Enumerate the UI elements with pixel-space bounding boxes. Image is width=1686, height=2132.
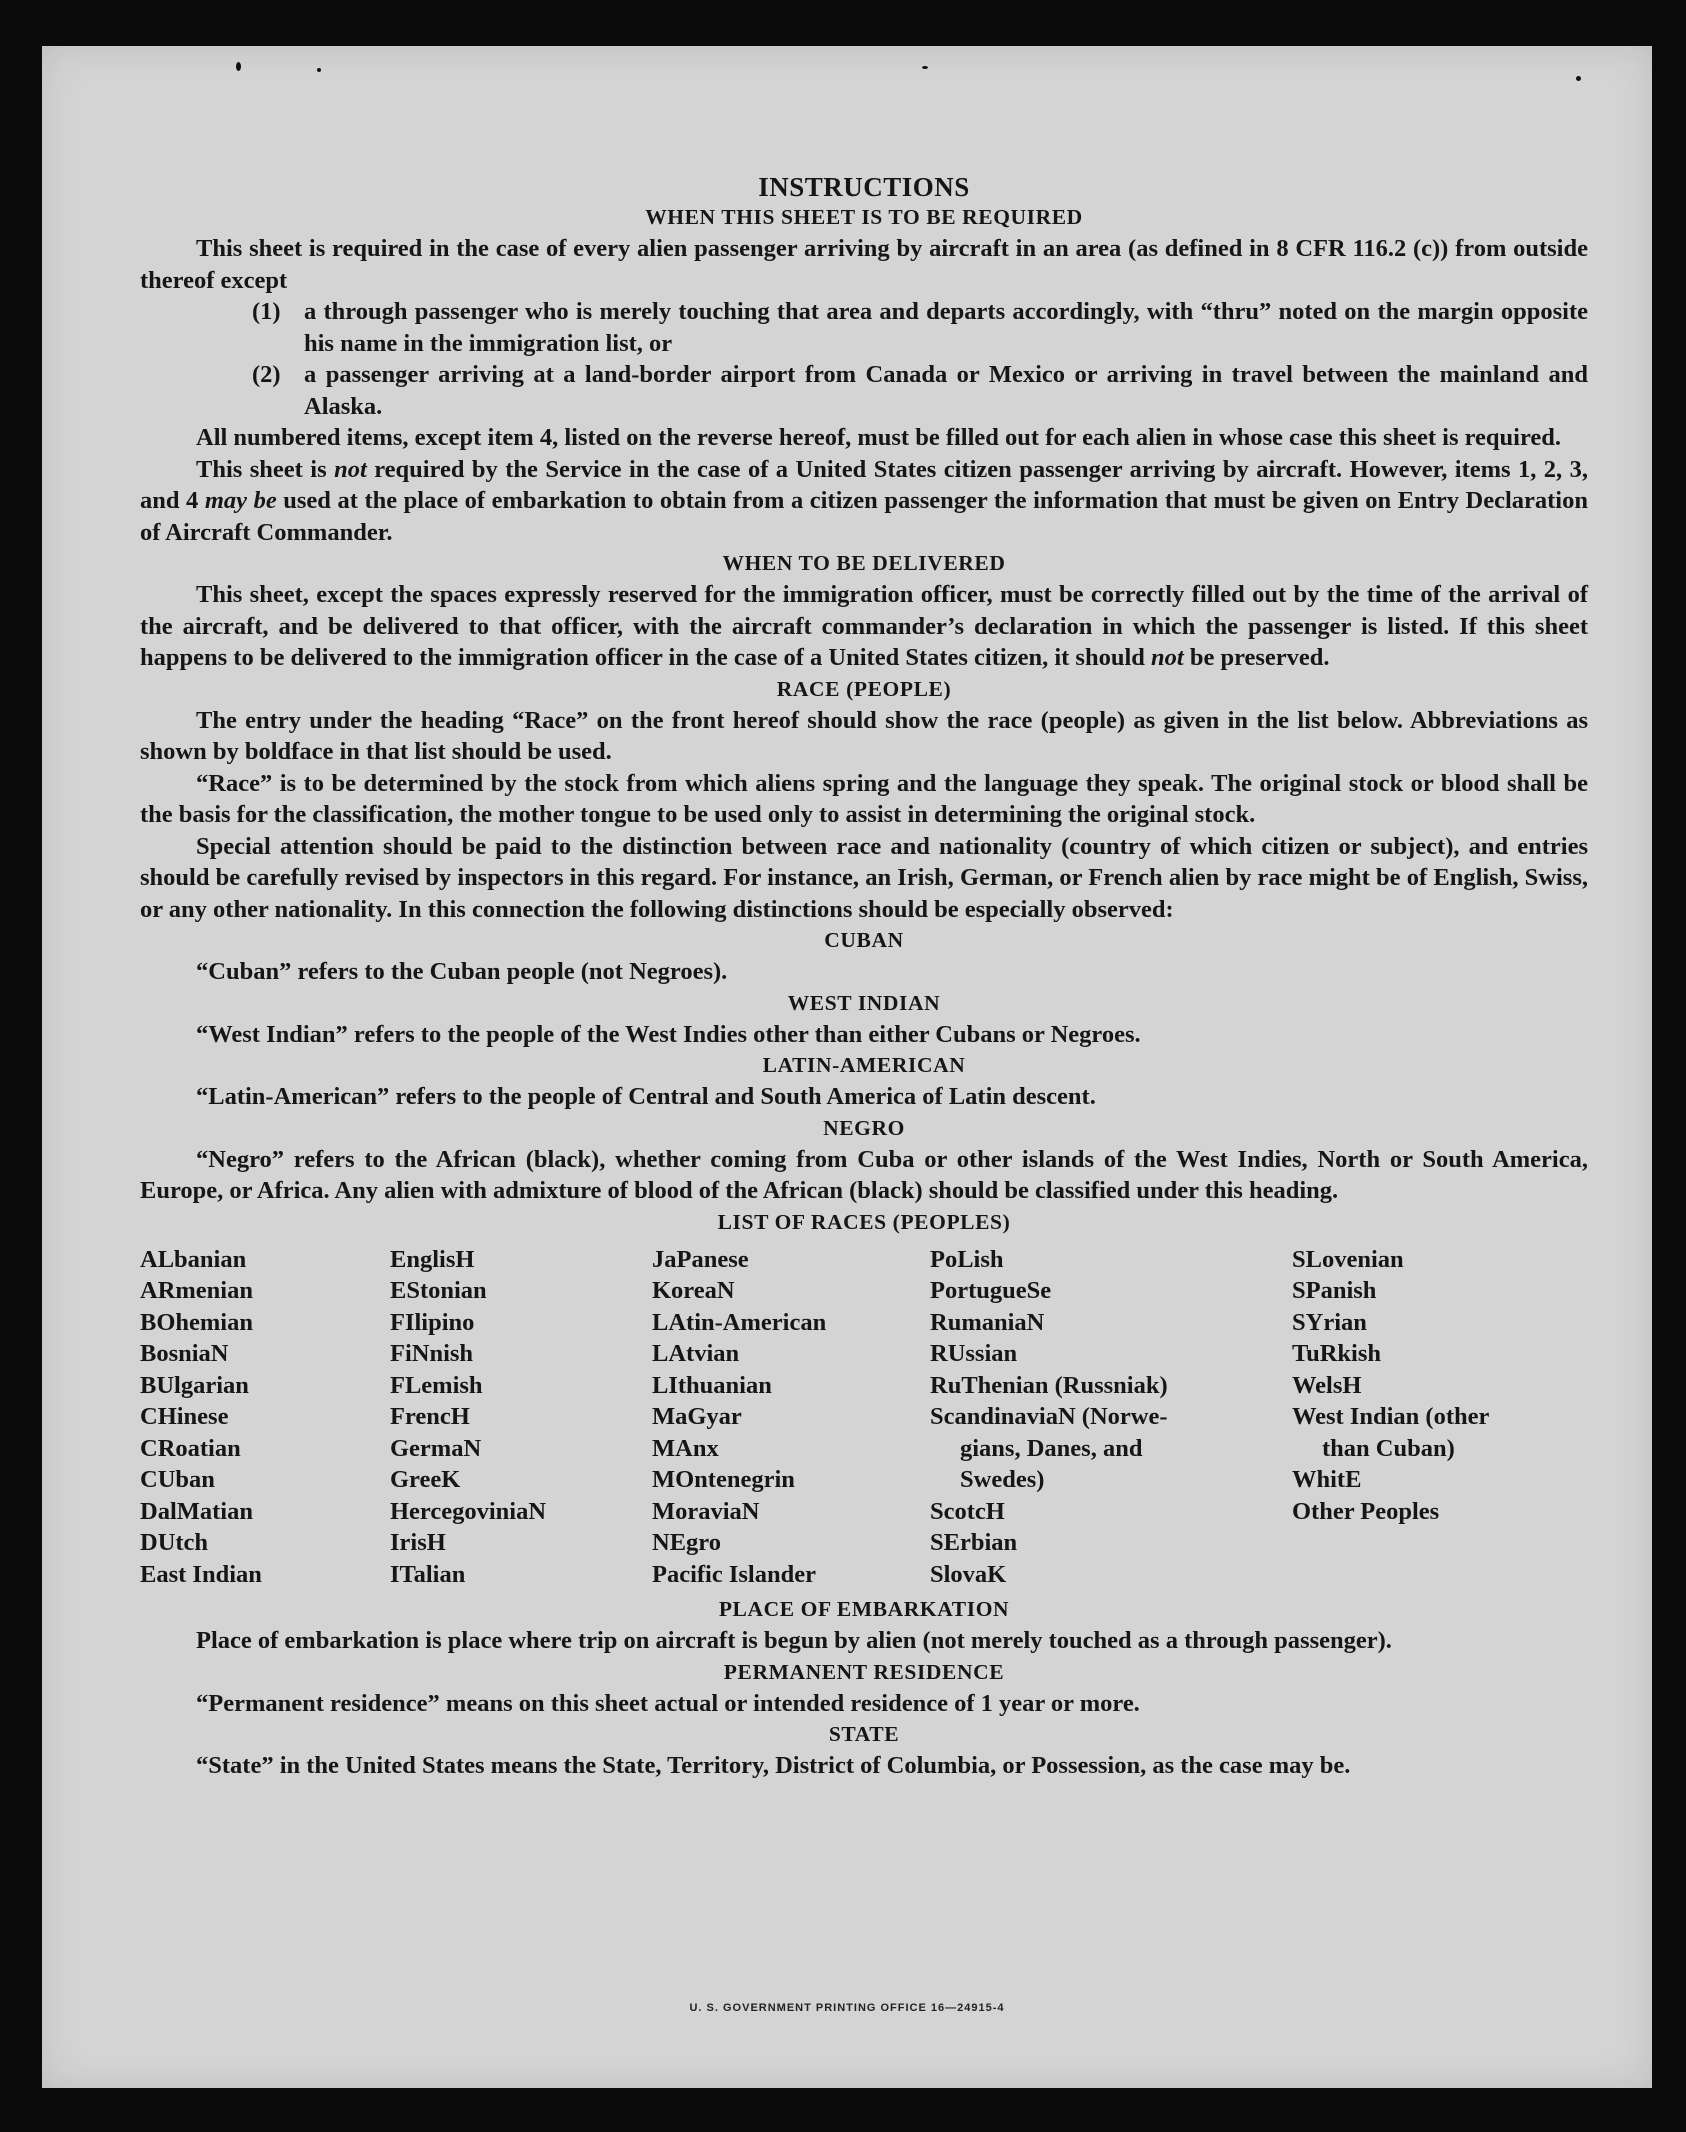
race-entry: GreeK: [390, 1466, 461, 1493]
race-entry: DUtch: [140, 1529, 209, 1556]
races-column: [930, 1244, 1292, 1591]
race-entry: TuRkish: [1292, 1340, 1382, 1367]
ink-speck: [922, 66, 928, 69]
race-entry: East Indian: [140, 1560, 262, 1588]
race-entry: ScotcH: [930, 1497, 1005, 1525]
printing-office-footer: U. S. GOVERNMENT PRINTING OFFICE 16—24915-4: [689, 2002, 1005, 2014]
heading-cuban: CUBAN: [824, 928, 904, 952]
race-entry: SYrian: [1292, 1308, 1367, 1336]
race-entry: SErbian: [930, 1529, 1018, 1556]
list-item-text: a through passenger who is merely touching that area and departs accordingly, with “thru” noted on the margin opposite his name in the immigration list, or: [304, 298, 1588, 357]
paragraph: [140, 579, 1588, 674]
race-entry: BUlgarian: [140, 1371, 249, 1399]
race-entry: MaGyar: [652, 1403, 742, 1430]
race-entry: CUban: [140, 1466, 215, 1493]
paragraph: All numbered items, except item 4, listed on the reverse hereof, must be filled out for each alien in whose case this sheet is required.: [196, 424, 1562, 451]
heading-when-required: WHEN THIS SHEET IS TO BE REQUIRED: [645, 205, 1083, 229]
paragraph: The entry under the heading “Race” on the front hereof should show the race (people) as given in the list below. Abbreviations as shown by boldface in that list should be used.: [140, 706, 1588, 765]
emphasis: may be: [204, 487, 277, 514]
race-entry: CHinese: [140, 1403, 229, 1430]
list-item-number: (2): [252, 361, 281, 388]
race-entry: RumaniaN: [930, 1308, 1045, 1336]
text-span: required by the Service in the case of a United States citizen passenger arriving by aircraft. However, items 1, 2, 3, and 4: [140, 455, 1589, 514]
race-entry: MOntenegrin: [652, 1466, 795, 1493]
instructions-body: [140, 124, 1588, 1782]
race-entry: HercegoviniaN: [390, 1497, 547, 1525]
heading-list-of-races: LIST OF RACES (PEOPLES): [717, 1209, 1011, 1234]
race-entry: LIthuanian: [652, 1371, 772, 1399]
paragraph: “West Indian” refers to the people of the West Indies other than either Cubans or Negroes.: [196, 1020, 1141, 1048]
races-list: [140, 1244, 1588, 1591]
text-span: used at the place of embarkation to obtain from a citizen passenger the information that must be given on Entry Declaration of Aircraft Commander.: [140, 487, 1588, 546]
races-column: [652, 1244, 930, 1591]
race-entry: ARmenian: [140, 1277, 253, 1304]
heading-place-of-embarkation: PLACE OF EMBARKATION: [718, 1597, 1010, 1621]
race-entry: NEgro: [652, 1529, 721, 1556]
heading-when-delivered: WHEN TO BE DELIVERED: [722, 551, 1006, 575]
race-entry: ScandinaviaN (Norwe-: [930, 1403, 1168, 1430]
ink-speck: [236, 62, 241, 71]
page-title: INSTRUCTIONS: [758, 172, 970, 202]
emphasis: not: [334, 455, 367, 483]
race-entry: SPanish: [1292, 1277, 1377, 1304]
race-entry-continued: gians, Danes, and: [960, 1434, 1143, 1462]
paragraph: “Race” is to be determined by the stock from which aliens spring and the language they speak. The original stock or blood shall be the basis for the classification, the mother tongue to be used only to assist in determining the original stock.: [140, 769, 1588, 828]
race-entry: Pacific Islander: [652, 1560, 816, 1588]
race-entry: ALbanian: [140, 1245, 247, 1273]
heading-state: STATE: [828, 1722, 900, 1746]
text-span: This sheet is: [196, 455, 335, 483]
race-entry: FIlipino: [390, 1308, 475, 1336]
race-entry: BOhemian: [140, 1308, 253, 1336]
race-entry: SlovaK: [930, 1560, 1007, 1588]
paragraph: Place of embarkation is place where trip on aircraft is begun by alien (not merely touched as a through passenger).: [196, 1627, 1392, 1654]
race-entry: IrisH: [390, 1529, 446, 1556]
race-entry: WhitE: [1292, 1466, 1362, 1493]
race-entry: GermaN: [390, 1434, 482, 1462]
race-entry: FiNnish: [390, 1340, 474, 1367]
list-item-number: (1): [252, 298, 281, 325]
race-entry: JaPanese: [652, 1245, 749, 1273]
paragraph: “Cuban” refers to the Cuban people (not Negroes).: [196, 958, 728, 985]
race-entry: KoreaN: [652, 1277, 735, 1304]
paragraph: This sheet is required in the case of every alien passenger arriving by aircraft in an area (as defined in 8 CFR 116.2 (c)) from outside thereof except: [140, 235, 1588, 294]
heading-latin-american: LATIN-AMERICAN: [762, 1053, 966, 1077]
race-entry: PortugueSe: [930, 1277, 1052, 1304]
document-page: [42, 46, 1652, 2088]
race-entry: EStonian: [390, 1277, 487, 1304]
race-entry: LAtin-American: [652, 1308, 827, 1336]
list-item: [252, 359, 1588, 422]
race-entry: Other Peoples: [1292, 1497, 1440, 1525]
list-item: [252, 296, 1588, 359]
text-span: be preserved.: [1183, 644, 1330, 671]
race-entry: FrencH: [390, 1403, 470, 1430]
heading-permanent-residence: PERMANENT RESIDENCE: [723, 1659, 1005, 1684]
race-entry: FLemish: [390, 1371, 483, 1399]
race-entry: EnglisH: [390, 1245, 475, 1273]
list-item-text: a passenger arriving at a land-border airport from Canada or Mexico or arriving in travel between the mainland and Alaska.: [304, 361, 1588, 420]
paragraph: “Negro” refers to the African (black), whether coming from Cuba or other islands of the West Indies, North or South America, Europe, or Africa. Any alien with admixture of blood of the African (black) should be classified under this heading.: [140, 1145, 1588, 1204]
heading-race: RACE (PEOPLE): [776, 676, 952, 701]
race-entry: ITalian: [390, 1560, 466, 1588]
race-entry: BosniaN: [140, 1340, 229, 1367]
race-entry: MAnx: [652, 1434, 719, 1462]
race-entry: West Indian (other: [1292, 1403, 1490, 1430]
paragraph: “Latin-American” refers to the people of Central and South America of Latin descent.: [196, 1083, 1096, 1110]
heading-negro: NEGRO: [823, 1115, 905, 1140]
race-entry: CRoatian: [140, 1434, 241, 1462]
paragraph: [140, 454, 1588, 549]
races-column: [390, 1244, 652, 1591]
race-entry: MoraviaN: [652, 1497, 760, 1525]
emphasis: not: [1151, 644, 1184, 671]
ink-speck: [1576, 76, 1581, 81]
paragraph: Special attention should be paid to the distinction between race and nationality (country of which citizen or subject), and entries should be carefully revised by inspectors in this regard. For instance, an Irish, German, or French alien by race might be of English, Swiss, or any other nationality. In this connection the following distinctions should be especially observed:: [140, 832, 1588, 923]
races-column: [1292, 1244, 1582, 1591]
race-entry: SLovenian: [1292, 1245, 1404, 1273]
race-entry: WelsH: [1292, 1371, 1362, 1399]
race-entry: LAtvian: [652, 1340, 740, 1367]
race-entry: DalMatian: [140, 1497, 253, 1525]
heading-west-indian: WEST INDIAN: [787, 990, 941, 1015]
ink-speck: [317, 68, 321, 72]
race-entry: RuThenian (Russniak): [930, 1371, 1168, 1399]
race-entry: PoLish: [930, 1245, 1004, 1273]
text-span: This sheet, except the spaces expressly reserved for the immigration officer, must be correctly filled out by the time of the arrival of the aircraft, and be delivered to that officer, with the aircraft commander’s declaration in which the passenger is listed. If this sheet happens to be delivered to the immigration officer in the case of a United States citizen, it should: [140, 581, 1588, 671]
paragraph: “State” in the United States means the State, Territory, District of Columbia, or Possession, as the case may be.: [196, 1752, 1351, 1779]
race-entry: RUssian: [930, 1340, 1018, 1367]
race-entry-continued: than Cuban): [1322, 1434, 1455, 1462]
paragraph: “Permanent residence” means on this sheet actual or intended residence of 1 year or more.: [196, 1689, 1140, 1717]
race-entry-continued: Swedes): [960, 1466, 1045, 1493]
races-column: [140, 1244, 390, 1591]
